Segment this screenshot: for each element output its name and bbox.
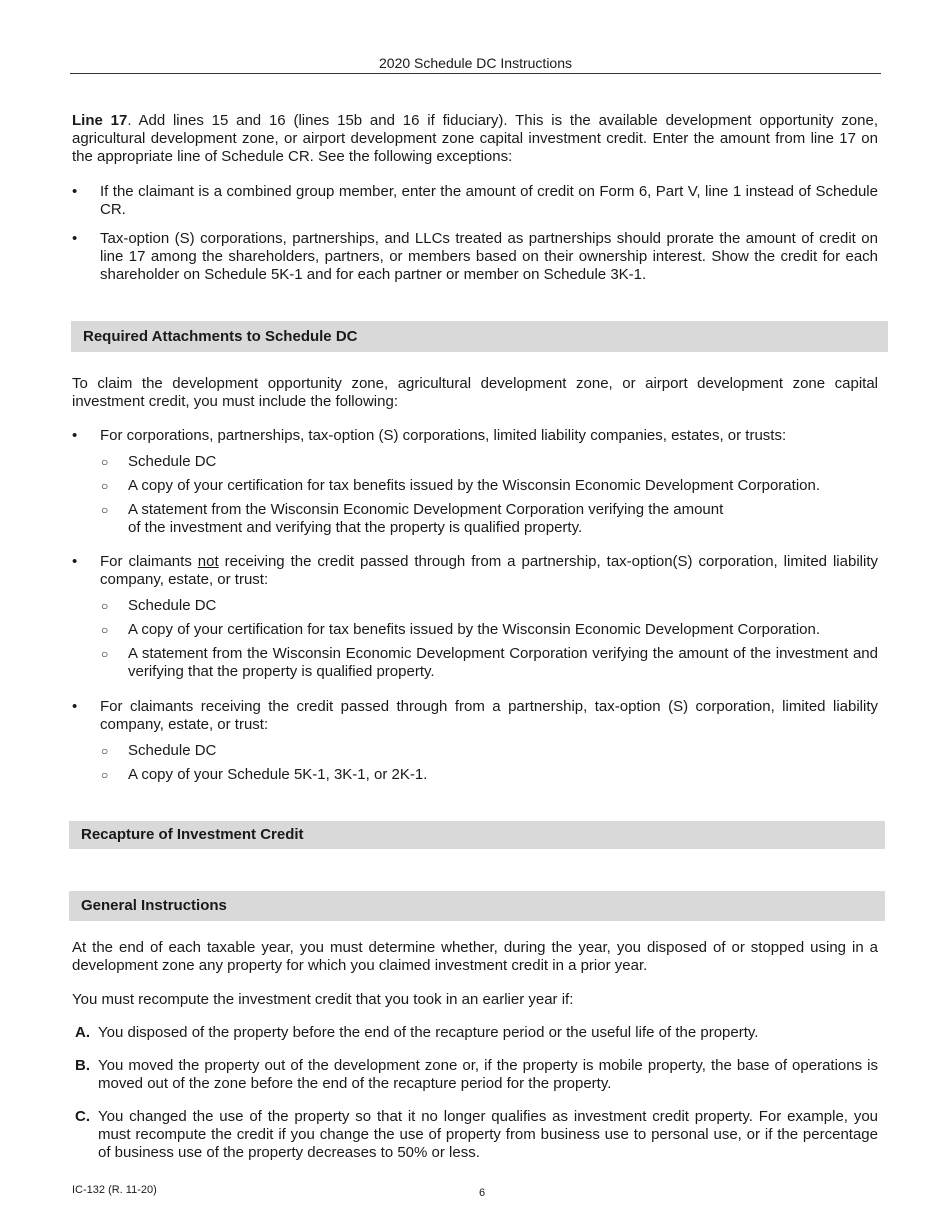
circle-bullet-icon: ○ [101,744,109,758]
group3-item-2 [72,766,878,784]
line17-label: Line 17 [72,112,128,129]
group1-item-2 [72,477,878,495]
sub-item-text: Schedule DC [128,453,217,470]
general-paragraph-2: You must recompute the investment credit that you took in an earlier year if: [72,991,574,1008]
circle-bullet-icon: ○ [101,623,109,637]
sub-item-text: A copy of your certification for tax benefits issued by the Wisconsin Economic Development Corporation. [128,477,820,494]
circle-bullet-icon: ○ [101,599,109,613]
page-header-title: 2020 Schedule DC Instructions [379,55,572,71]
circle-bullet-icon: ○ [101,479,109,493]
item-text: You changed the use of the property so that it no longer qualifies as investment credit property. For example, you must recompute the credit if you change the use of property from business use to personal use, or if the percentage of business use of the property decreases to 50% or less. [98,1108,878,1161]
bullet-text: For corporations, partnerships, tax-option (S) corporations, limited liability companies, estates, or trusts: [100,427,787,444]
bullet-text: For claimants receiving the credit passed through from a partnership, tax-option (S) corporation, limited liability company, estate, or trust: [100,698,878,733]
sub-item-text-continued: of the investment and verifying that the property is qualified property. [128,519,583,536]
attachments-group3 [72,698,878,734]
bullet-text: If the claimant is a combined group member, enter the amount of credit on Form 6, Part V, line 1 instead of Schedule CR. [100,183,878,218]
bullet-icon: • [72,427,78,444]
sub-item-text: Schedule DC [128,597,217,614]
general-paragraph-1: At the end of each taxable year, you must determine whether, during the year, you disposed of or stopped using in a development zone any property for which you claimed investment credit in a prior year. [72,939,878,974]
section-heading-general: General Instructions [69,891,885,921]
group2-item-1 [72,597,878,615]
circle-bullet-icon: ○ [101,455,109,469]
recompute-item-b [72,1057,878,1093]
bullet-text-post: receiving the credit passed through from a partnership, tax-option(S) corporation, limited liability company, estate, or trust: [100,553,878,588]
section-heading-attachments: Required Attachments to Schedule DC [71,321,888,352]
line17-bullet-1 [72,183,878,219]
attachments-intro: To claim the development opportunity zone, agricultural development zone, or airport development zone capital investment credit, you must include the following: [72,375,878,410]
recompute-item-a [72,1024,878,1042]
bullet-icon: • [72,230,78,247]
circle-bullet-icon: ○ [101,768,109,782]
page-number: 6 [478,1187,486,1199]
sub-item-text: A copy of your Schedule 5K-1, 3K-1, or 2K-1. [128,766,428,783]
header-rule [70,73,881,74]
bullet-text-pre: For claimants [100,553,198,570]
line17-paragraph [72,112,878,166]
page-content [72,112,878,1162]
bullet-icon: • [72,553,78,570]
item-letter: C. [75,1108,91,1125]
group3-item-1 [72,742,878,760]
line17-text: . Add lines 15 and 16 (lines 15b and 16 if fiduciary). This is the available development opportunity zone, agricultural development zone, or airport development zone capital investment credit. Enter the amount from line 17 on the appropriate line of Schedule CR. See the following exceptions: [72,112,878,165]
bullet-icon: • [72,698,78,715]
sub-item-text: Schedule DC [128,742,217,759]
circle-bullet-icon: ○ [101,647,109,661]
group1-item-3 [72,501,878,537]
group2-item-3 [72,645,878,681]
attachments-group1 [72,427,878,445]
sub-item-text: A statement from the Wisconsin Economic Development Corporation verifying the amount of the investment and verifying that the property is qualified property. [128,645,878,680]
attachments-group2 [72,553,878,589]
item-text: You disposed of the property before the end of the recapture period or the useful life of the property. [98,1024,759,1041]
line17-bullet-2 [72,230,878,284]
sub-item-text: A copy of your certification for tax benefits issued by the Wisconsin Economic Development Corporation. [128,621,820,638]
circle-bullet-icon: ○ [101,503,109,517]
group1-item-1 [72,453,878,471]
recompute-item-c [72,1108,878,1162]
group2-item-2 [72,621,878,639]
bullet-text: Tax-option (S) corporations, partnerships, and LLCs treated as partnerships should prorate the amount of credit on line 17 among the shareholders, partners, or members based on their ownership interest. Show the credit for each shareholder on Schedule 5K-1 and for each partner or member on Schedule 3K-1. [100,230,878,283]
form-identifier: IC-132 (R. 11-20) [72,1184,157,1196]
item-letter: B. [75,1057,91,1074]
section-heading-recapture: Recapture of Investment Credit [69,821,885,849]
bullet-text-emphasis: not [197,553,219,570]
item-letter: A. [75,1024,91,1041]
bullet-icon: • [72,183,78,200]
item-text: You moved the property out of the development zone or, if the property is mobile property, the base of operations is moved out of the zone before the end of the recapture period for the property. [98,1057,878,1092]
sub-item-text: A statement from the Wisconsin Economic Development Corporation verifying the amount [128,501,724,518]
